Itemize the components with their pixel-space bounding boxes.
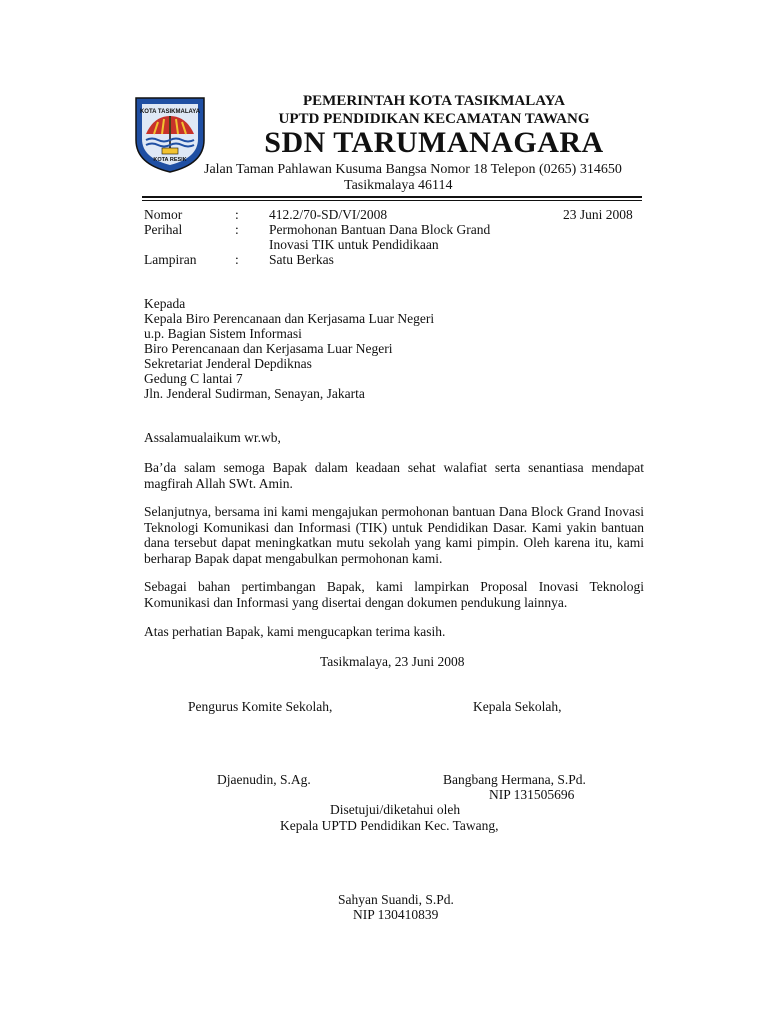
svg-text:KOTA TASIKMALAYA: KOTA TASIKMALAYA (139, 109, 201, 115)
paragraph-attachment: Sebagai bahan pertimbangan Bapak, kami lampirkan Proposal Inovasi Teknologi Komunikasi dan Informasi yang disertai dengan dokumen pendukung lainnya. (144, 579, 644, 610)
paragraph-opening: Ba’da salam semoga Bapak dalam keadaan sehat walafiat serta senantiasa mendapat magfirah Allah SWt. Amin. (144, 460, 644, 491)
place-date: Tasikmalaya, 23 Juni 2008 (320, 654, 465, 669)
recipient-line: Gedung C lantai 7 (144, 371, 243, 386)
paragraph-request: Selanjutnya, bersama ini kami mengajukan permohonan bantuan Dana Block Grand Inovasi Teknologi Komunikasi dan Informasi (TIK) untuk Pendidikan Dasar. Kami yakin bantuan dana tersebut dapat meningkatkan mutu sekolah yang kami pimpin. Oleh karena itu, kami berharap Bapak dapat mengabulkan permohonan kami. (144, 504, 644, 566)
approver-nip: NIP 130410839 (353, 907, 439, 922)
recipient-line: Sekretariat Jenderal Depdiknas (144, 356, 312, 371)
recipient-line: Kepala Biro Perencanaan dan Kerjasama Luar Negeri (144, 311, 435, 326)
perihal-line-1: Permohonan Bantuan Dana Block Grand (269, 222, 491, 237)
letter-date: 23 Juni 2008 (563, 207, 633, 222)
nomor-label: Nomor (144, 207, 183, 222)
perihal-label: Perihal (144, 222, 183, 237)
school-city: Tasikmalaya 46114 (344, 178, 453, 193)
principal-name: Bangbang Hermana, S.Pd. (443, 772, 586, 787)
school-address: Jalan Taman Pahlawan Kusuma Bangsa Nomor 18 Telepon (0265) 314650 (204, 162, 622, 177)
paragraph-closing: Atas perhatian Bapak, kami mengucapkan terima kasih. (144, 624, 446, 639)
lampiran-value: Satu Berkas (269, 252, 334, 267)
recipient-line: Kepada (144, 296, 186, 311)
nomor-value: 412.2/70-SD/VI/2008 (269, 207, 388, 222)
recipient-line: Biro Perencanaan dan Kerjasama Luar Negeri (144, 341, 393, 356)
lampiran-label: Lampiran (144, 252, 197, 267)
recipient-line: u.p. Bagian Sistem Informasi (144, 326, 302, 341)
school-name-heading: SDN TARUMANAGARA (264, 126, 604, 159)
lampiran-colon: : (235, 252, 239, 267)
greeting: Assalamualaikum wr.wb, (144, 430, 281, 445)
letterhead-divider-thick (142, 196, 642, 198)
agency-heading: UPTD PENDIDIKAN KECAMATAN TAWANG (278, 111, 590, 127)
letterhead-divider-thin (142, 200, 642, 201)
approver-name: Sahyan Suandi, S.Pd. (338, 892, 454, 907)
committee-title: Pengurus Komite Sekolah, (188, 699, 333, 714)
nomor-colon: : (235, 207, 239, 222)
recipient-line: Jln. Jenderal Sudirman, Senayan, Jakarta (144, 386, 365, 401)
principal-nip: NIP 131505696 (489, 787, 575, 802)
principal-title: Kepala Sekolah, (473, 699, 562, 714)
perihal-line-2: Inovasi TIK untuk Pendidikaan (269, 237, 439, 252)
committee-name: Djaenudin, S.Ag. (217, 772, 311, 787)
perihal-colon: : (235, 222, 239, 237)
approval-line-1: Disetujui/diketahui oleh (330, 802, 461, 817)
government-heading: PEMERINTAH KOTA TASIKMALAYA (303, 93, 565, 109)
approval-line-2: Kepala UPTD Pendidikan Kec. Tawang, (280, 818, 499, 833)
svg-text:KOTA RESIK: KOTA RESIK (153, 157, 187, 163)
